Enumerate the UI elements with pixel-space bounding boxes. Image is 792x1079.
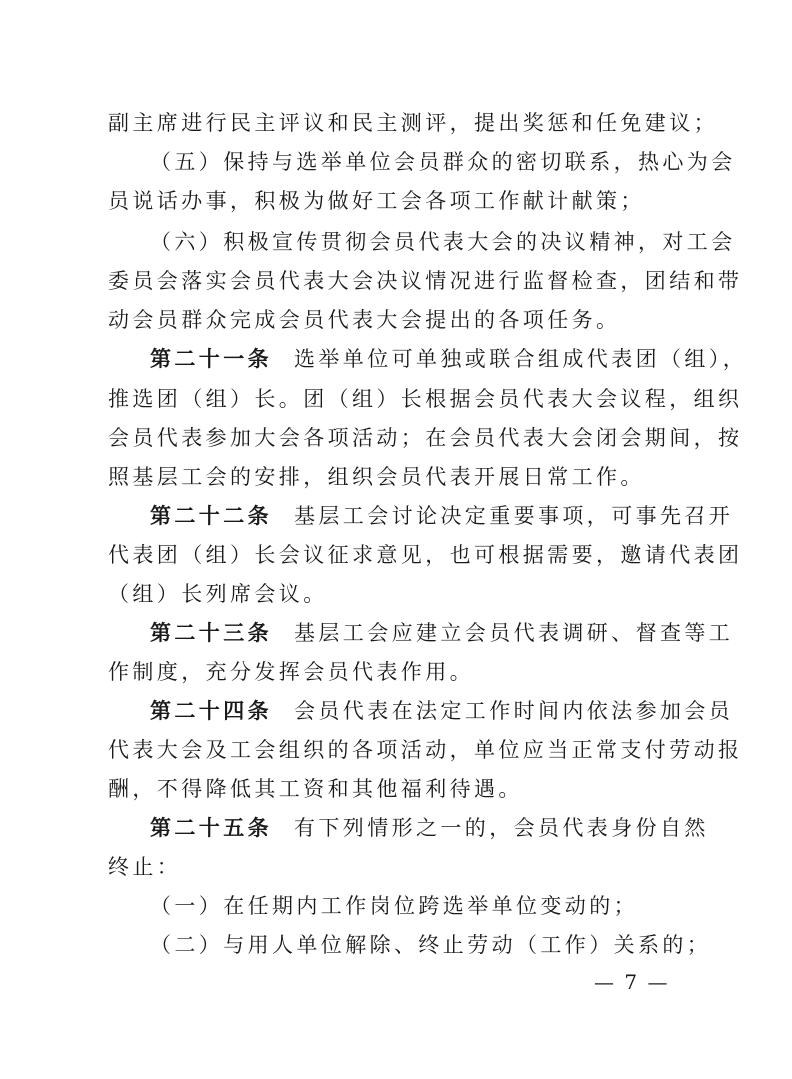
- text-line: 照基层工会的安排，组织会员代表开展日常工作。: [108, 465, 645, 489]
- text-line: （五）保持与选举单位会员群众的密切联系，热心为会: [150, 150, 736, 174]
- text-line: 动会员群众完成会员代表大会提出的各项任务。: [108, 308, 621, 332]
- text-line: 副主席进行民主评议和民主测评，提出奖惩和任免建议；: [108, 111, 718, 135]
- article-21-text: 选举单位可单独或联合组成代表团（组），: [294, 347, 748, 371]
- article-24-text: 会员代表在法定工作时间内依法参加会员: [294, 699, 734, 723]
- article-25-text: 有下列情形之一的，会员代表身份自然: [294, 816, 709, 840]
- text-line: 酬，不得降低其工资和其他福利待遇。: [108, 777, 523, 801]
- article-21-heading: 第二十一条: [150, 347, 272, 371]
- page-number: — 7 —: [594, 970, 670, 994]
- article-24-line: [150, 696, 733, 726]
- text-line: 推选团（组）长。团（组）长根据会员代表大会议程，组织: [108, 387, 743, 411]
- text-line: （一）在任期内工作岗位跨选举单位变动的；: [150, 894, 638, 918]
- article-22-text: 基层工会讨论决定重要事项，可事先召开: [294, 504, 734, 528]
- article-23-text: 基层工会应建立会员代表调研、督查等工: [294, 621, 734, 645]
- text-line: 终止：: [108, 855, 182, 879]
- article-24-heading: 第二十四条: [150, 699, 272, 723]
- article-22-line: [150, 501, 733, 531]
- text-line: （组）长列席会议。: [108, 582, 328, 606]
- text-line: 代表大会及工会组织的各项活动，单位应当正常支付劳动报: [108, 738, 743, 762]
- text-line: 会员代表参加大会各项活动；在会员代表大会闭会期间，按: [108, 426, 743, 450]
- text-line: 作制度，充分发挥会员代表作用。: [108, 660, 474, 684]
- article-23-line: [150, 618, 733, 648]
- article-21-line: [150, 344, 747, 374]
- text-line: （六）积极宣传贯彻会员代表大会的决议精神，对工会: [150, 230, 736, 254]
- article-25-heading: 第二十五条: [150, 816, 272, 840]
- text-line: （二）与用人单位解除、终止劳动（工作）关系的；: [150, 933, 712, 957]
- text-line: 委员会落实会员代表大会决议情况进行监督检查，团结和带: [108, 269, 743, 293]
- article-23-heading: 第二十三条: [150, 621, 272, 645]
- article-22-heading: 第二十二条: [150, 504, 272, 528]
- text-line: 员说话办事，积极为做好工会各项工作献计献策；: [108, 189, 645, 213]
- article-25-line: [150, 813, 709, 843]
- text-line: 代表团（组）长会议征求意见，也可根据需要，邀请代表团: [108, 543, 743, 567]
